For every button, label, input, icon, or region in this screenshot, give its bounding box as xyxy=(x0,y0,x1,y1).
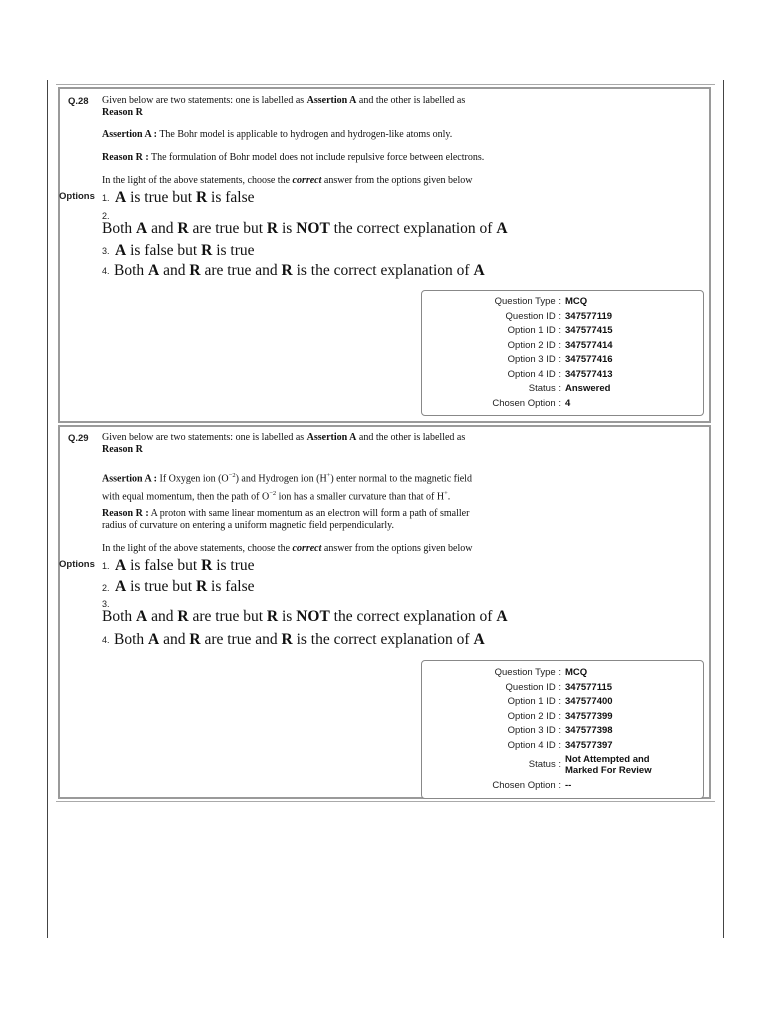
question-intro: Given below are two statements: one is labelled as Assertion A and the other is labelled as Reason R xyxy=(102,95,466,118)
page-bottom-rule xyxy=(56,801,715,802)
option-number: 1. xyxy=(102,193,110,203)
meta-label: Option 1 ID : xyxy=(507,325,561,336)
option-number: 3. xyxy=(102,599,110,609)
chosen-option-value: -- xyxy=(565,780,572,791)
assertion-statement: Assertion A : The Bohr model is applicable to hydrogen and hydrogen-like atoms only. xyxy=(102,129,453,140)
option-2[interactable]: Both A and R are true but R is NOT the correct explanation of A xyxy=(102,220,508,237)
options-label: Options xyxy=(59,191,95,202)
option-3-id-value: 347577416 xyxy=(565,354,613,365)
meta-label: Option 4 ID : xyxy=(507,739,561,751)
question-number: Q.28 xyxy=(68,96,89,107)
option-3[interactable]: A is false but R is true xyxy=(115,242,255,259)
option-4[interactable]: Both A and R are true and R is the correct explanation of A xyxy=(114,631,485,648)
option-2-id-value: 347577399 xyxy=(565,710,613,722)
option-1-id-value: 347577415 xyxy=(565,325,613,336)
chosen-option-value: 4 xyxy=(565,397,571,409)
question-type-value: MCQ xyxy=(565,667,588,678)
option-number: 2. xyxy=(102,211,110,221)
meta-label: Status : xyxy=(528,759,561,770)
reason-statement: Reason R : The formulation of Bohr model does not include repulsive force between electrons. xyxy=(102,152,485,163)
meta-label: Option 3 ID : xyxy=(507,725,561,736)
option-4-id-value: 347577413 xyxy=(565,368,613,380)
option-1-id-value: 347577400 xyxy=(565,696,613,707)
option-2[interactable]: A is true but R is false xyxy=(115,578,255,595)
options-label: Options xyxy=(59,559,95,570)
page-left-border xyxy=(47,80,48,938)
meta-label: Chosen Option : xyxy=(492,397,561,409)
status-value: Not Attempted and Marked For Review xyxy=(565,754,652,776)
assertion-statement: Assertion A : If Oxygen ion $(O^{-2})$ and Hydrogen ion (H+) enter normal to the magnetic field with equal momentum, then the path of $O^{-2}$ ion has a smaller curvature than that of H+. xyxy=(102,472,472,503)
meta-label: Option 1 ID : xyxy=(507,696,561,707)
meta-label: Question ID : xyxy=(505,310,561,322)
option-number: 4. xyxy=(102,266,110,276)
meta-label: Option 3 ID : xyxy=(507,354,561,365)
meta-label: Status : xyxy=(528,383,561,394)
option-number: 4. xyxy=(102,635,110,645)
option-number: 3. xyxy=(102,246,110,256)
question-meta-panel xyxy=(421,290,704,416)
page-top-rule xyxy=(56,84,715,85)
option-3-id-value: 347577398 xyxy=(565,725,613,736)
question-intro: Given below are two statements: one is labelled as Assertion A and the other is labelled as Reason R xyxy=(102,432,466,455)
option-1[interactable]: A is false but R is true xyxy=(115,557,255,574)
question-29-panel xyxy=(58,425,711,799)
option-number: 2. xyxy=(102,583,110,593)
question-id-value: 347577115 xyxy=(565,681,613,693)
question-28-panel xyxy=(58,87,711,423)
option-3[interactable]: Both A and R are true but R is NOT the correct explanation of A xyxy=(102,608,508,625)
question-number: Q.29 xyxy=(68,433,89,444)
reason-statement: Reason R : A proton with same linear momentum as an electron will form a path of smaller radius of curvature on entering a uniform magnetic field perpendicularly. xyxy=(102,508,470,531)
question-meta-panel xyxy=(421,660,704,799)
instruction-text: In the light of the above statements, choose the correct answer from the options given below xyxy=(102,543,473,554)
option-2-id-value: 347577414 xyxy=(565,339,613,351)
meta-label: Question ID : xyxy=(505,681,561,693)
meta-label: Option 4 ID : xyxy=(507,368,561,380)
meta-label: Question Type : xyxy=(494,296,561,307)
instruction-text: In the light of the above statements, choose the correct answer from the options given below xyxy=(102,175,473,186)
option-4-id-value: 347577397 xyxy=(565,739,613,751)
meta-label: Chosen Option : xyxy=(492,780,561,791)
meta-label: Question Type : xyxy=(494,667,561,678)
meta-label: Option 2 ID : xyxy=(507,339,561,351)
option-4[interactable]: Both A and R are true and R is the correct explanation of A xyxy=(114,262,485,279)
status-value: Answered xyxy=(565,383,611,394)
meta-label: Option 2 ID : xyxy=(507,710,561,722)
question-id-value: 347577119 xyxy=(565,310,613,322)
question-type-value: MCQ xyxy=(565,296,588,307)
option-1[interactable]: A is true but R is false xyxy=(115,189,255,206)
option-number: 1. xyxy=(102,561,110,571)
page-right-border xyxy=(723,80,724,938)
